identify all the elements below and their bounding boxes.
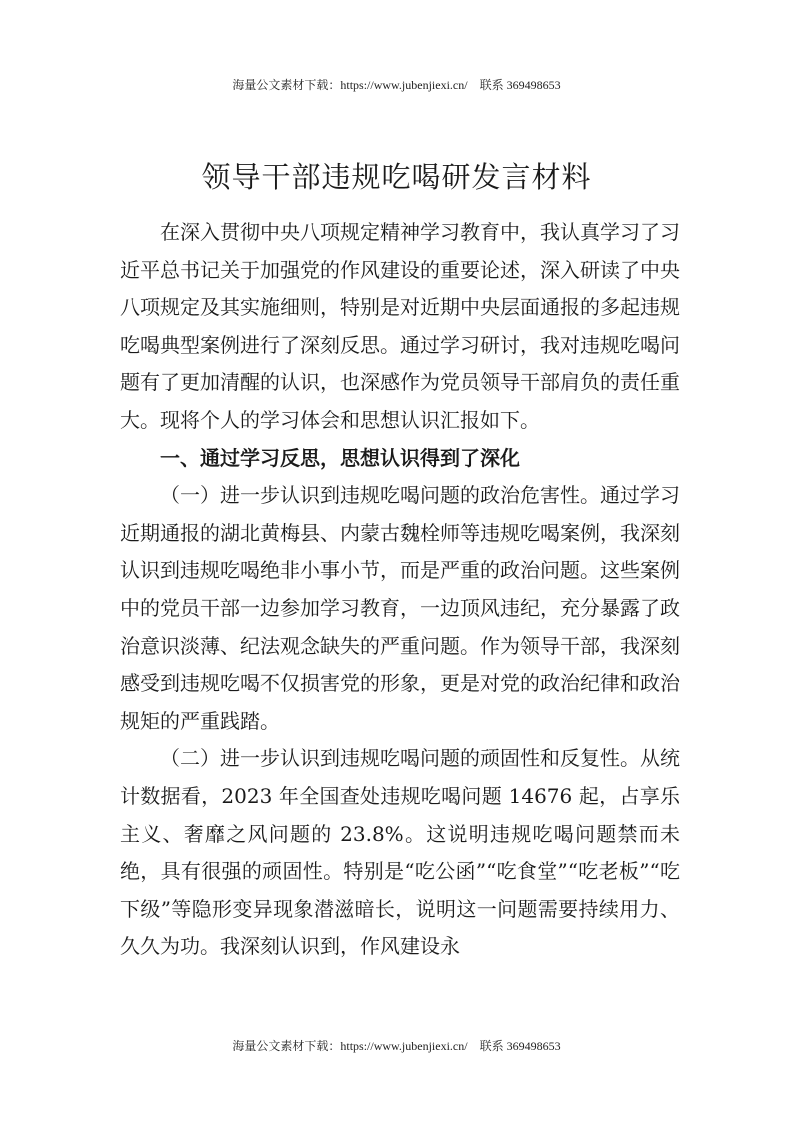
page-footer bbox=[0, 1037, 793, 1054]
intro-paragraph: 在深入贯彻中央八项规定精神学习教育中，我认真学习了习近平总书记关于加强党的作风建设的重要论述，深入研读了中央八项规定及其实施细则，特别是对近期中央层面通报的多起违规吃喝典型案例进行了深刻反思。通过学习研讨，我对违规吃喝问题有了更加清醒的认识，也深感作为党员领导干部肩负的责任重大。现将个人的学习体会和思想认识汇报如下。 bbox=[120, 220, 680, 432]
page-header bbox=[0, 76, 793, 93]
subsection-2-text: 从统计数据看，2023 年全国查处违规吃喝问题 14676 起，占享乐主义、奢靡之风问题的 23.8%。这说明违规吃喝问题禁而未绝，具有很强的顽固性。特别是“吃公函”“吃食堂”“吃老板”“吃下级”等隐形变异现象潜滋暗长，说明这一问题需要持续用力、久久为功。我深刻认识到，作风建设永 bbox=[120, 746, 680, 959]
footer-contact: 联系 369498653 bbox=[479, 1039, 561, 1053]
header-source: 海量公文素材下载：https://www.jubenjiexi.cn/ bbox=[232, 78, 468, 92]
subsection-1-text: 通过学习近期通报的湖北黄梅县、内蒙古魏栓师等违规吃喝案例，我深刻认识到违规吃喝绝非小事小节，而是严重的政治问题。这些案例中的党员干部一边参加学习教育，一边顶风违纪，充分暴露了政治意识淡薄、纪法观念缺失的严重问题。作为领导干部，我深刻感受到违规吃喝不仅损害党的形象，更是对党的政治纪律和政治规矩的严重践踏。 bbox=[120, 483, 680, 733]
document-title: 领导干部违规吃喝研发言材料 bbox=[201, 160, 592, 195]
document-body bbox=[120, 214, 680, 966]
footer-source: 海量公文素材下载：https://www.jubenjiexi.cn/ bbox=[232, 1039, 468, 1053]
subsection-2-title: （二）进一步认识到违规吃喝问题的顽固性和反复性。 bbox=[160, 746, 640, 771]
subsection-2 bbox=[120, 740, 680, 966]
subsection-1 bbox=[120, 477, 680, 740]
section-heading-1: 一、通过学习反思，思想认识得到了深化 bbox=[160, 445, 520, 470]
subsection-1-title: （一）进一步认识到违规吃喝问题的政治危害性。 bbox=[160, 483, 600, 508]
header-contact: 联系 369498653 bbox=[479, 78, 561, 92]
